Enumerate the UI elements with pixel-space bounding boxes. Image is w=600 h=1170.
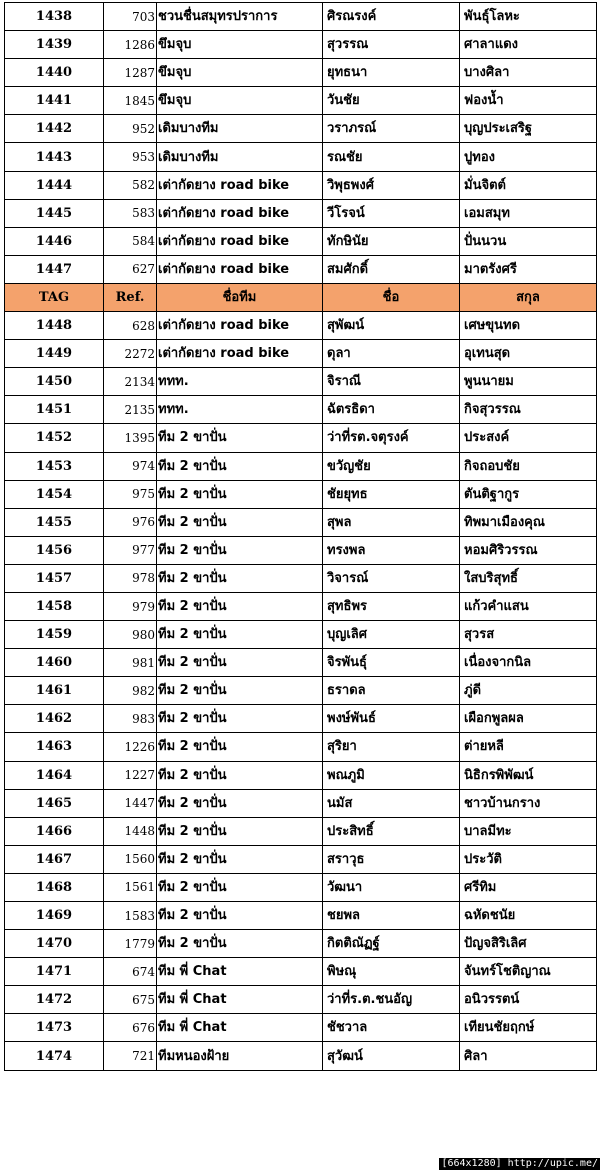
- table-row: [5, 536, 597, 564]
- tag-cell: 1463: [5, 733, 104, 761]
- surname-cell: ประสงค์: [460, 424, 597, 452]
- name-cell: วราภรณ์: [323, 115, 460, 143]
- surname-cell: ประวัติ: [460, 845, 597, 873]
- table-row: [5, 789, 597, 817]
- team-cell: ทีม 2 ขาปั่น: [157, 649, 323, 677]
- tag-cell: 1465: [5, 789, 104, 817]
- tag-cell: 1462: [5, 705, 104, 733]
- surname-cell: กิจสุวรรณ: [460, 396, 597, 424]
- team-cell: ขึมจุบ: [157, 87, 323, 115]
- surname-cell: ใสบริสุทธิ์: [460, 564, 597, 592]
- surname-cell: บางศิลา: [460, 59, 597, 87]
- ref-cell: 2272: [104, 340, 157, 368]
- ref-cell: 676: [104, 1014, 157, 1042]
- ref-cell: 952: [104, 115, 157, 143]
- team-cell: เต่ากัดยาง road bike: [157, 312, 323, 340]
- surname-cell: นิธิกรพิพัฒน์: [460, 761, 597, 789]
- team-cell: ชวนชื่นสมุทรปราการ: [157, 3, 323, 31]
- table-row: [5, 649, 597, 677]
- surname-cell: เอมสมุท: [460, 199, 597, 227]
- tag-cell: 1451: [5, 396, 104, 424]
- team-cell: ทีม 2 ขาปั่น: [157, 789, 323, 817]
- tag-cell: 1469: [5, 902, 104, 930]
- name-cell: พณภูมิ: [323, 761, 460, 789]
- surname-cell: ศาลาแดง: [460, 31, 597, 59]
- tag-cell: 1452: [5, 424, 104, 452]
- surname-cell: เผือกพูลผล: [460, 705, 597, 733]
- surname-cell: ศรีทิม: [460, 873, 597, 901]
- name-cell: สุพัฒน์: [323, 312, 460, 340]
- table-row: [5, 227, 597, 255]
- team-cell: ทีม พี่ Chat: [157, 1014, 323, 1042]
- tag-cell: 1467: [5, 845, 104, 873]
- team-cell: ทีม 2 ขาปั่น: [157, 677, 323, 705]
- table-row: [5, 312, 597, 340]
- name-cell: พิษณุ: [323, 958, 460, 986]
- table-row: [5, 171, 597, 199]
- name-cell: ทรงพล: [323, 536, 460, 564]
- ref-cell: 1287: [104, 59, 157, 87]
- team-cell: ทีม พี่ Chat: [157, 986, 323, 1014]
- surname-cell: เศษขุนทด: [460, 312, 597, 340]
- table-row: [5, 873, 597, 901]
- name-cell: สุพล: [323, 508, 460, 536]
- team-cell: ทีม 2 ขาปั่น: [157, 452, 323, 480]
- tag-cell: 1446: [5, 227, 104, 255]
- surname-cell: ปัญจสิริเลิศ: [460, 930, 597, 958]
- team-cell: ทีม 2 ขาปั่น: [157, 930, 323, 958]
- table-row: [5, 1042, 597, 1070]
- team-cell: ทีม 2 ขาปั่น: [157, 761, 323, 789]
- table-row: [5, 143, 597, 171]
- team-cell: ทีม 2 ขาปั่น: [157, 508, 323, 536]
- tag-cell: 1449: [5, 340, 104, 368]
- table-row: [5, 1014, 597, 1042]
- ref-cell: 982: [104, 677, 157, 705]
- header-ref: Ref.: [104, 283, 157, 311]
- surname-cell: บุญประเสริฐ: [460, 115, 597, 143]
- ref-cell: 721: [104, 1042, 157, 1070]
- name-cell: ชัยยุทธ: [323, 480, 460, 508]
- ref-cell: 1561: [104, 873, 157, 901]
- table-row: [5, 902, 597, 930]
- ref-cell: 628: [104, 312, 157, 340]
- table-row: [5, 59, 597, 87]
- name-cell: ว่าที่รต.จตุรงค์: [323, 424, 460, 452]
- table-row: [5, 396, 597, 424]
- name-cell: วิพุธพงศ์: [323, 171, 460, 199]
- team-cell: เต่ากัดยาง road bike: [157, 255, 323, 283]
- tag-cell: 1460: [5, 649, 104, 677]
- ref-cell: 584: [104, 227, 157, 255]
- table-row: [5, 733, 597, 761]
- name-cell: ศิรณรงค์: [323, 3, 460, 31]
- tag-cell: 1461: [5, 677, 104, 705]
- name-cell: สมศักดิ์: [323, 255, 460, 283]
- tag-cell: 1445: [5, 199, 104, 227]
- table-row: [5, 115, 597, 143]
- tag-cell: 1448: [5, 312, 104, 340]
- ref-cell: 675: [104, 986, 157, 1014]
- image-host-watermark: [664x1280] http://upic.me/: [441, 1158, 598, 1169]
- ref-cell: 1845: [104, 87, 157, 115]
- team-cell: เต่ากัดยาง road bike: [157, 199, 323, 227]
- surname-cell: มาตรังศรี: [460, 255, 597, 283]
- name-cell: วิจารณ์: [323, 564, 460, 592]
- surname-cell: ภู่ดี: [460, 677, 597, 705]
- name-cell: สุทธิพร: [323, 592, 460, 620]
- name-cell: ทักษินัย: [323, 227, 460, 255]
- team-cell: ทีม 2 ขาปั่น: [157, 845, 323, 873]
- ref-cell: 582: [104, 171, 157, 199]
- name-cell: ดุลา: [323, 340, 460, 368]
- tag-cell: 1464: [5, 761, 104, 789]
- table-row: [5, 564, 597, 592]
- tag-cell: 1454: [5, 480, 104, 508]
- team-cell: ทีม 2 ขาปั่น: [157, 705, 323, 733]
- tag-cell: 1470: [5, 930, 104, 958]
- tag-cell: 1447: [5, 255, 104, 283]
- header-team: ชื่อทีม: [157, 283, 323, 311]
- tag-cell: 1458: [5, 592, 104, 620]
- team-cell: ทีม 2 ขาปั่น: [157, 817, 323, 845]
- tag-cell: 1440: [5, 59, 104, 87]
- ref-cell: 983: [104, 705, 157, 733]
- team-cell: เดิมบางทีม: [157, 115, 323, 143]
- tag-cell: 1466: [5, 817, 104, 845]
- tag-cell: 1441: [5, 87, 104, 115]
- tag-cell: 1444: [5, 171, 104, 199]
- surname-cell: สุวรส: [460, 621, 597, 649]
- name-cell: ว่าที่ร.ต.ชนอัญ: [323, 986, 460, 1014]
- table-row: [5, 424, 597, 452]
- ref-cell: 979: [104, 592, 157, 620]
- surname-cell: พูนนายม: [460, 368, 597, 396]
- name-cell: ยุทธนา: [323, 59, 460, 87]
- ref-cell: 703: [104, 3, 157, 31]
- header-name: ชื่อ: [323, 283, 460, 311]
- surname-cell: ชาวบ้านกราง: [460, 789, 597, 817]
- team-cell: ทีม 2 ขาปั่น: [157, 536, 323, 564]
- tag-cell: 1459: [5, 621, 104, 649]
- surname-cell: ศิลา: [460, 1042, 597, 1070]
- name-cell: ธราดล: [323, 677, 460, 705]
- team-cell: ขึมจุบ: [157, 59, 323, 87]
- ref-cell: 1395: [104, 424, 157, 452]
- ref-cell: 980: [104, 621, 157, 649]
- ref-cell: 2134: [104, 368, 157, 396]
- surname-cell: กิจถอบชัย: [460, 452, 597, 480]
- ref-cell: 583: [104, 199, 157, 227]
- surname-cell: แก้วคำแสน: [460, 592, 597, 620]
- team-cell: ทีม 2 ขาปั่น: [157, 902, 323, 930]
- ref-cell: 976: [104, 508, 157, 536]
- ref-cell: 1448: [104, 817, 157, 845]
- surname-cell: จันทร์โชติญาณ: [460, 958, 597, 986]
- name-cell: บุญเลิศ: [323, 621, 460, 649]
- table-body-top: [5, 3, 597, 284]
- ref-cell: 627: [104, 255, 157, 283]
- name-cell: ฉัตรธิดา: [323, 396, 460, 424]
- team-cell: ทีม 2 ขาปั่น: [157, 564, 323, 592]
- name-cell: พงษ์พันธ์: [323, 705, 460, 733]
- team-cell: ทีม 2 ขาปั่น: [157, 621, 323, 649]
- ref-cell: 953: [104, 143, 157, 171]
- tag-cell: 1472: [5, 986, 104, 1014]
- name-cell: ชัชวาล: [323, 1014, 460, 1042]
- surname-cell: อุเทนสุด: [460, 340, 597, 368]
- table-row: [5, 87, 597, 115]
- table-row: [5, 621, 597, 649]
- team-cell: ทีม 2 ขาปั่น: [157, 733, 323, 761]
- name-cell: สราวุธ: [323, 845, 460, 873]
- ref-cell: 975: [104, 480, 157, 508]
- ref-cell: 1583: [104, 902, 157, 930]
- table-row: [5, 817, 597, 845]
- tag-cell: 1468: [5, 873, 104, 901]
- table-row: [5, 592, 597, 620]
- team-cell: ทีม 2 ขาปั่น: [157, 480, 323, 508]
- tag-cell: 1450: [5, 368, 104, 396]
- header-row: [5, 283, 597, 311]
- tag-cell: 1438: [5, 3, 104, 31]
- team-cell: เต่ากัดยาง road bike: [157, 171, 323, 199]
- name-cell: วีโรจน์: [323, 199, 460, 227]
- table-row: [5, 761, 597, 789]
- name-cell: วัฒนา: [323, 873, 460, 901]
- tag-cell: 1455: [5, 508, 104, 536]
- team-cell: ทีม 2 ขาปั่น: [157, 873, 323, 901]
- team-cell: ขึมจุบ: [157, 31, 323, 59]
- surname-cell: ฟองน้ำ: [460, 87, 597, 115]
- surname-cell: เนื่องจากนิล: [460, 649, 597, 677]
- team-cell: เต่ากัดยาง road bike: [157, 227, 323, 255]
- name-cell: วันชัย: [323, 87, 460, 115]
- surname-cell: บาลมีทะ: [460, 817, 597, 845]
- team-cell: ทีมหนองฝ้าย: [157, 1042, 323, 1070]
- surname-cell: ตันติฐากูร: [460, 480, 597, 508]
- tag-cell: 1456: [5, 536, 104, 564]
- team-cell: เต่ากัดยาง road bike: [157, 340, 323, 368]
- surname-cell: ปั่นนวน: [460, 227, 597, 255]
- ref-cell: 1560: [104, 845, 157, 873]
- surname-cell: ต่ายหลี: [460, 733, 597, 761]
- name-cell: ประสิทธิ์: [323, 817, 460, 845]
- surname-cell: ทิพมาเมืองคุณ: [460, 508, 597, 536]
- table-row: [5, 368, 597, 396]
- tag-cell: 1439: [5, 31, 104, 59]
- ref-cell: 1779: [104, 930, 157, 958]
- name-cell: ชยพล: [323, 902, 460, 930]
- table-row: [5, 508, 597, 536]
- table-header: [5, 283, 597, 311]
- name-cell: จิรพันธุ์: [323, 649, 460, 677]
- table-row: [5, 3, 597, 31]
- table-row: [5, 255, 597, 283]
- tag-cell: 1453: [5, 452, 104, 480]
- tag-cell: 1471: [5, 958, 104, 986]
- name-cell: สุวัฒน์: [323, 1042, 460, 1070]
- table-row: [5, 677, 597, 705]
- surname-cell: เทียนชัยฤกษ์: [460, 1014, 597, 1042]
- table-row: [5, 199, 597, 227]
- table-row: [5, 340, 597, 368]
- table-row: [5, 958, 597, 986]
- header-surname: สกุล: [460, 283, 597, 311]
- table-row: [5, 986, 597, 1014]
- name-cell: กิตติณัฏฐ์: [323, 930, 460, 958]
- ref-cell: 981: [104, 649, 157, 677]
- tag-cell: 1442: [5, 115, 104, 143]
- surname-cell: พันธุ์โลหะ: [460, 3, 597, 31]
- ref-cell: 1226: [104, 733, 157, 761]
- table-row: [5, 31, 597, 59]
- surname-cell: หอมศิริวรรณ: [460, 536, 597, 564]
- surname-cell: ปูทอง: [460, 143, 597, 171]
- tag-cell: 1457: [5, 564, 104, 592]
- team-cell: ททท.: [157, 368, 323, 396]
- name-cell: นมัส: [323, 789, 460, 817]
- table-row: [5, 480, 597, 508]
- ref-cell: 2135: [104, 396, 157, 424]
- ref-cell: 674: [104, 958, 157, 986]
- table-row: [5, 452, 597, 480]
- surname-cell: อนิวรรตน์: [460, 986, 597, 1014]
- surname-cell: มั่นจิตต์: [460, 171, 597, 199]
- name-cell: ขวัญชัย: [323, 452, 460, 480]
- name-cell: จิราณี: [323, 368, 460, 396]
- surname-cell: ฉหัดชนัย: [460, 902, 597, 930]
- tag-cell: 1473: [5, 1014, 104, 1042]
- tag-cell: 1443: [5, 143, 104, 171]
- team-cell: ทีม 2 ขาปั่น: [157, 424, 323, 452]
- ref-cell: 977: [104, 536, 157, 564]
- table-row: [5, 845, 597, 873]
- ref-cell: 974: [104, 452, 157, 480]
- team-cell: เดิมบางทีม: [157, 143, 323, 171]
- table-row: [5, 930, 597, 958]
- table-row: [5, 705, 597, 733]
- ref-cell: 1227: [104, 761, 157, 789]
- table-body-bottom: [5, 312, 597, 1071]
- participant-table: [4, 2, 597, 1071]
- header-tag: TAG: [5, 283, 104, 311]
- name-cell: รณชัย: [323, 143, 460, 171]
- team-cell: ทีม พี่ Chat: [157, 958, 323, 986]
- team-cell: ททท.: [157, 396, 323, 424]
- tag-cell: 1474: [5, 1042, 104, 1070]
- team-cell: ทีม 2 ขาปั่น: [157, 592, 323, 620]
- name-cell: สุวรรณ: [323, 31, 460, 59]
- ref-cell: 1286: [104, 31, 157, 59]
- ref-cell: 1447: [104, 789, 157, 817]
- name-cell: สุริยา: [323, 733, 460, 761]
- ref-cell: 978: [104, 564, 157, 592]
